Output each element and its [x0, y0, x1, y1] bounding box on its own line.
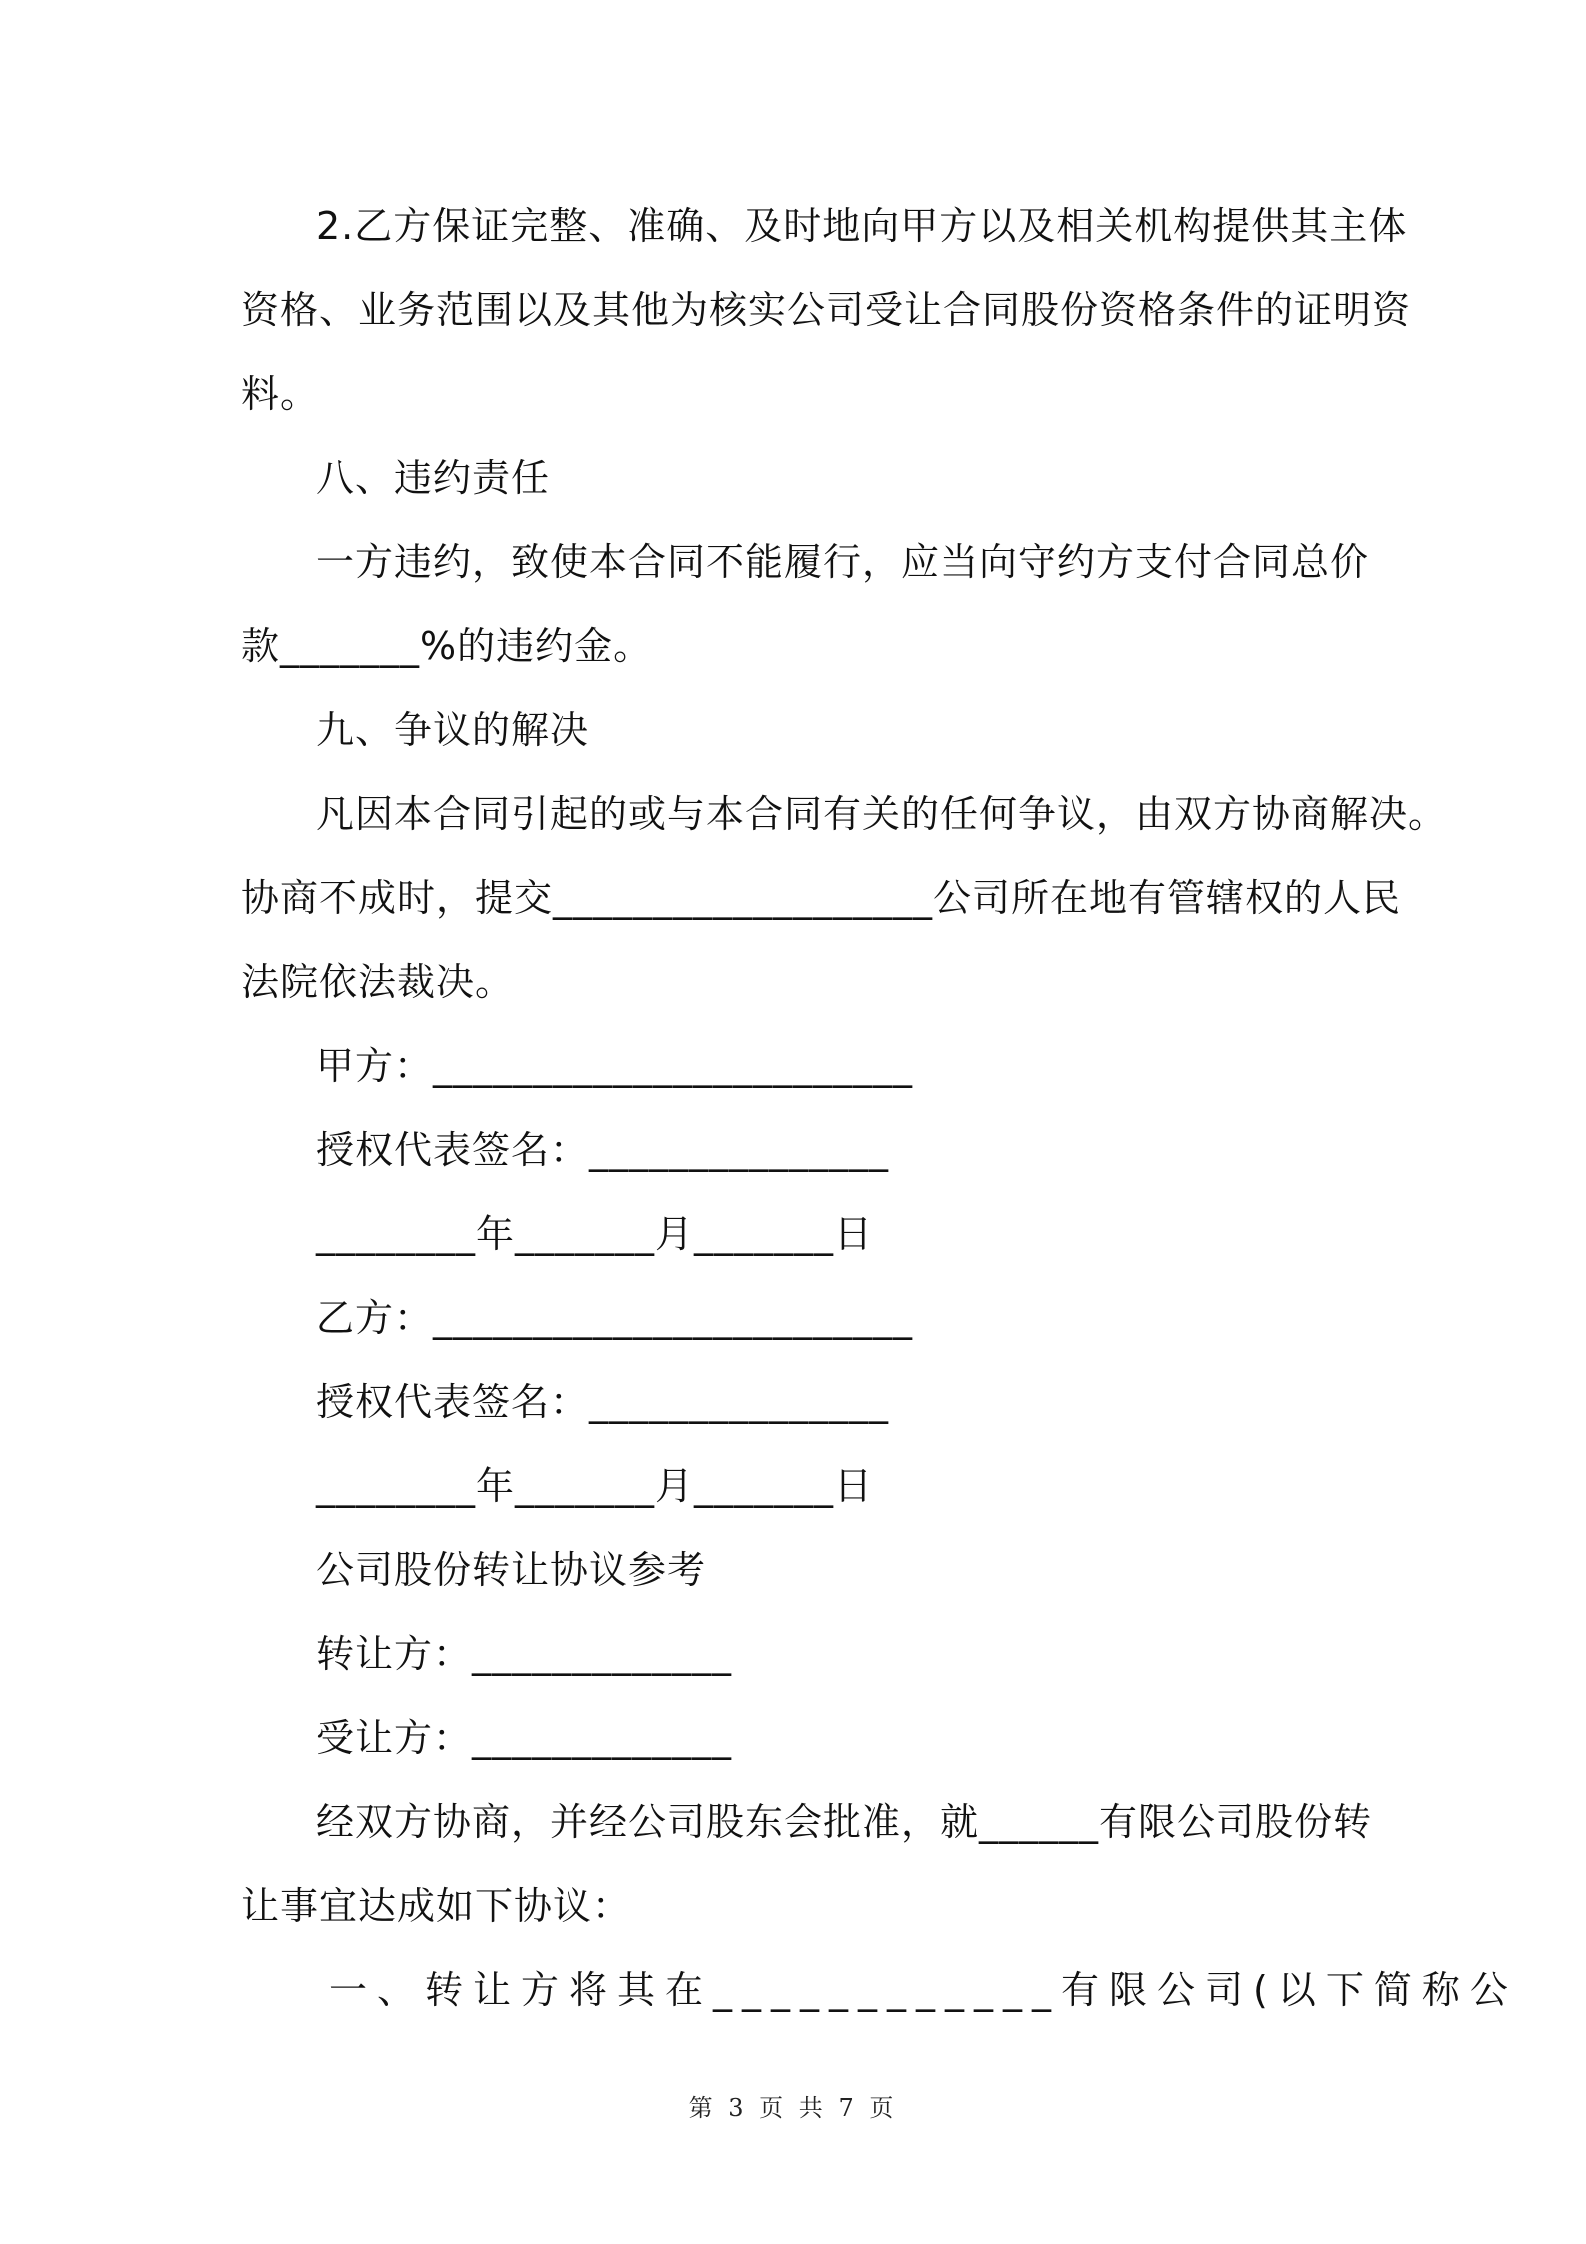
- date-field: ________年_______月_______日: [316, 1464, 874, 1508]
- section-title: 公司股份转让协议参考: [316, 1548, 707, 1592]
- signature-field: 授权代表签名：_______________: [316, 1128, 890, 1172]
- paragraph-line: 料。: [241, 372, 320, 416]
- signature-field: 授权代表签名：_______________: [316, 1380, 890, 1424]
- page-footer: [0, 2088, 1586, 2123]
- paragraph-line: 经双方协商，并经公司股东会批准，就______有限公司股份转: [316, 1800, 1373, 1844]
- party-b-field: 乙方：________________________: [316, 1296, 914, 1340]
- date-field: ________年_______月_______日: [316, 1212, 874, 1256]
- section-heading: 九、争议的解决: [316, 708, 590, 752]
- paragraph-line: 款_______%的违约金。: [241, 624, 653, 668]
- paragraph-line: 资格、业务范围以及其他为核实公司受让合同股份资格条件的证明资: [241, 288, 1412, 332]
- paragraph-line: 协商不成时，提交___________________公司所在地有管辖权的人民: [241, 876, 1402, 920]
- paragraph-line: 一方违约，致使本合同不能履行，应当向守约方支付合同总价: [316, 540, 1370, 584]
- paragraph-line: 2.乙方保证完整、准确、及时地向甲方以及相关机构提供其主体: [316, 204, 1408, 248]
- paragraph-line: 法院依法裁决。: [241, 960, 515, 1004]
- section-heading: 八、违约责任: [316, 456, 551, 500]
- transferee-field: 受让方：_____________: [316, 1716, 733, 1760]
- page-number: 第 3 页 共 7 页: [688, 2094, 898, 2122]
- party-a-field: 甲方：________________________: [316, 1044, 914, 1088]
- transferor-field: 转让方：_____________: [316, 1632, 733, 1676]
- paragraph-line: 让事宜达成如下协议：: [241, 1884, 632, 1928]
- clause-line: 一、转让方将其在____________有限公司(以下简称公: [329, 1968, 1518, 2012]
- paragraph-line: 凡因本合同引起的或与本合同有关的任何争议，由双方协商解决。: [316, 792, 1448, 836]
